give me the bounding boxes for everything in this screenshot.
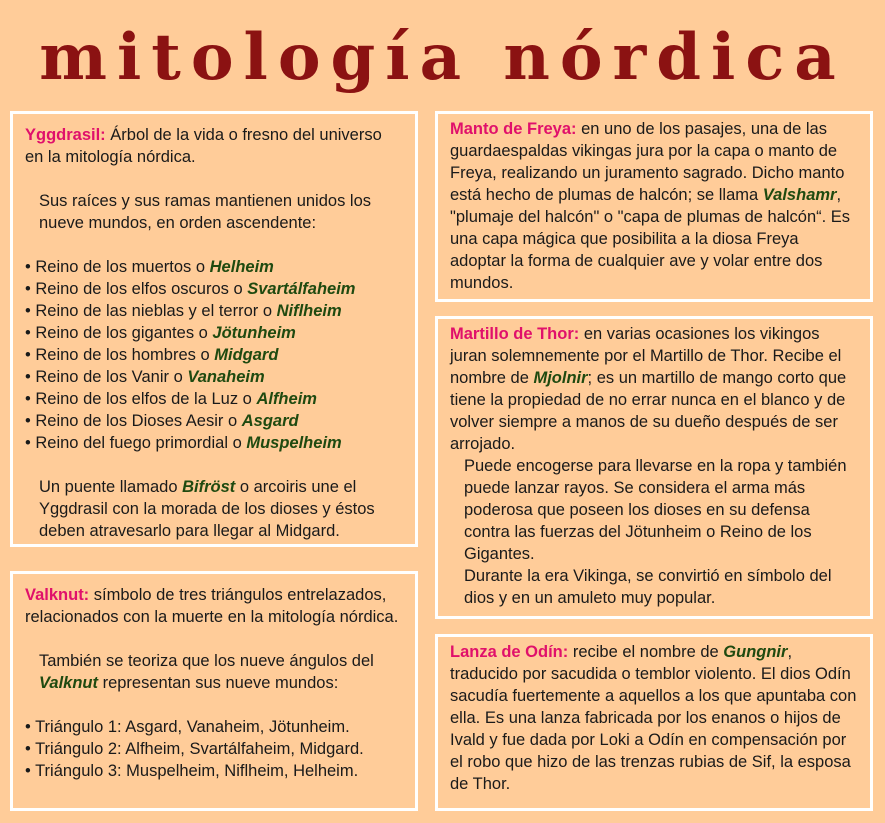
list-item: • Reino de los elfos de la Luz o Alfheim — [25, 388, 403, 410]
valknut-heading: Valknut: — [25, 586, 90, 604]
list-item: • Reino de los Dioses Aesir o Asgard — [25, 410, 403, 432]
list-item: • Triángulo 1: Asgard, Vanaheim, Jötunheim. — [25, 716, 403, 738]
yggdrasil-heading: Yggdrasil: — [25, 126, 106, 144]
odin-box — [435, 634, 873, 811]
yggdrasil-box — [10, 111, 418, 547]
freya-heading: Manto de Freya: — [450, 120, 577, 138]
odin-heading: Lanza de Odín: — [450, 643, 569, 661]
valknut-para2: También se teoriza que los nueve ángulos del Valknut representan sus nueve mundos: — [39, 652, 374, 692]
freya-paragraph: Manto de Freya: en uno de los pasajes, una de las guardaespaldas vikingas jura por la capa o manto de Freya, realizando un juramento sagrado. Dicho manto está hecho de plumas de halcón; se llama Valshamr, "plumaje del halcón" o "capa de plumas de halcón“. Es una capa mágica que posibilita a la diosa Freya adoptar la forma de cualquier ave y volar entre dos mundos. — [450, 120, 851, 292]
list-item: • Reino de los hombres o Midgard — [25, 344, 403, 366]
list-item: • Triángulo 2: Alfheim, Svartálfaheim, Midgard. — [25, 738, 403, 760]
thor-box — [435, 316, 873, 619]
thor-paragraph: Martillo de Thor: en varias ocasiones los vikingos juran solemnemente por el Martillo de Thor. Recibe el nombre de Mjolnir; es un martillo de mango corto que tiene la propiedad de no errar nunca en el blanco y de volver siempre a manos de su dueño después de ser arrojado. — [450, 325, 847, 453]
list-item: • Triángulo 3: Muspelheim, Niflheim, Helheim. — [25, 760, 403, 782]
odin-paragraph: Lanza de Odín: recibe el nombre de Gungnir, traducido por sacudida o temblor violento. El dios Odín sacudía fuertemente a aquellos a los que apuntaba con ella. Es una lanza fabricada por los enanos o hijos de Ivald y fue dada por Loki a Odín en compensación por el robo que hizo de las trenzas rubias de Sif, la esposa de Thor. — [450, 643, 857, 793]
valknut-box — [10, 571, 418, 811]
valknut-intro: Valknut: símbolo de tres triángulos entrelazados, relacionados con la muerte en la mitología nórdica. — [25, 586, 399, 626]
list-item: • Reino de los elfos oscuros o Svartálfaheim — [25, 278, 403, 300]
thor-para3: Durante la era Vikinga, se convirtió en símbolo del dios y en un amuleto muy popular. — [464, 567, 832, 607]
list-item: • Reino del fuego primordial o Muspelheim — [25, 432, 403, 454]
worlds-list — [25, 256, 403, 454]
yggdrasil-para2: Sus raíces y sus ramas mantienen unidos los nueve mundos, en orden ascendente: — [39, 192, 371, 232]
list-item: • Reino de los muertos o Helheim — [25, 256, 403, 278]
bifrost-paragraph: Un puente llamado Bifröst o arcoiris une el Yggdrasil con la morada de los dioses y éstos deben atravesarlo para llegar al Midgard. — [39, 478, 375, 540]
triangles-list — [25, 716, 403, 782]
thor-heading: Martillo de Thor: — [450, 325, 580, 343]
page-title: mitología nórdica — [39, 20, 846, 95]
yggdrasil-intro: Yggdrasil: Árbol de la vida o fresno del universo en la mitología nórdica. — [25, 126, 382, 166]
list-item: • Reino de las nieblas y el terror o Niflheim — [25, 300, 403, 322]
list-item: • Reino de los gigantes o Jötunheim — [25, 322, 403, 344]
freya-box — [435, 111, 873, 302]
list-item: • Reino de los Vanir o Vanaheim — [25, 366, 403, 388]
thor-para2: Puede encogerse para llevarse en la ropa y también puede lanzar rayos. Se considera el arma más poderosa que poseen los dioses en su defensa contra las fuerzas del Jötunheim o Reino de los Gigantes. — [464, 457, 847, 563]
